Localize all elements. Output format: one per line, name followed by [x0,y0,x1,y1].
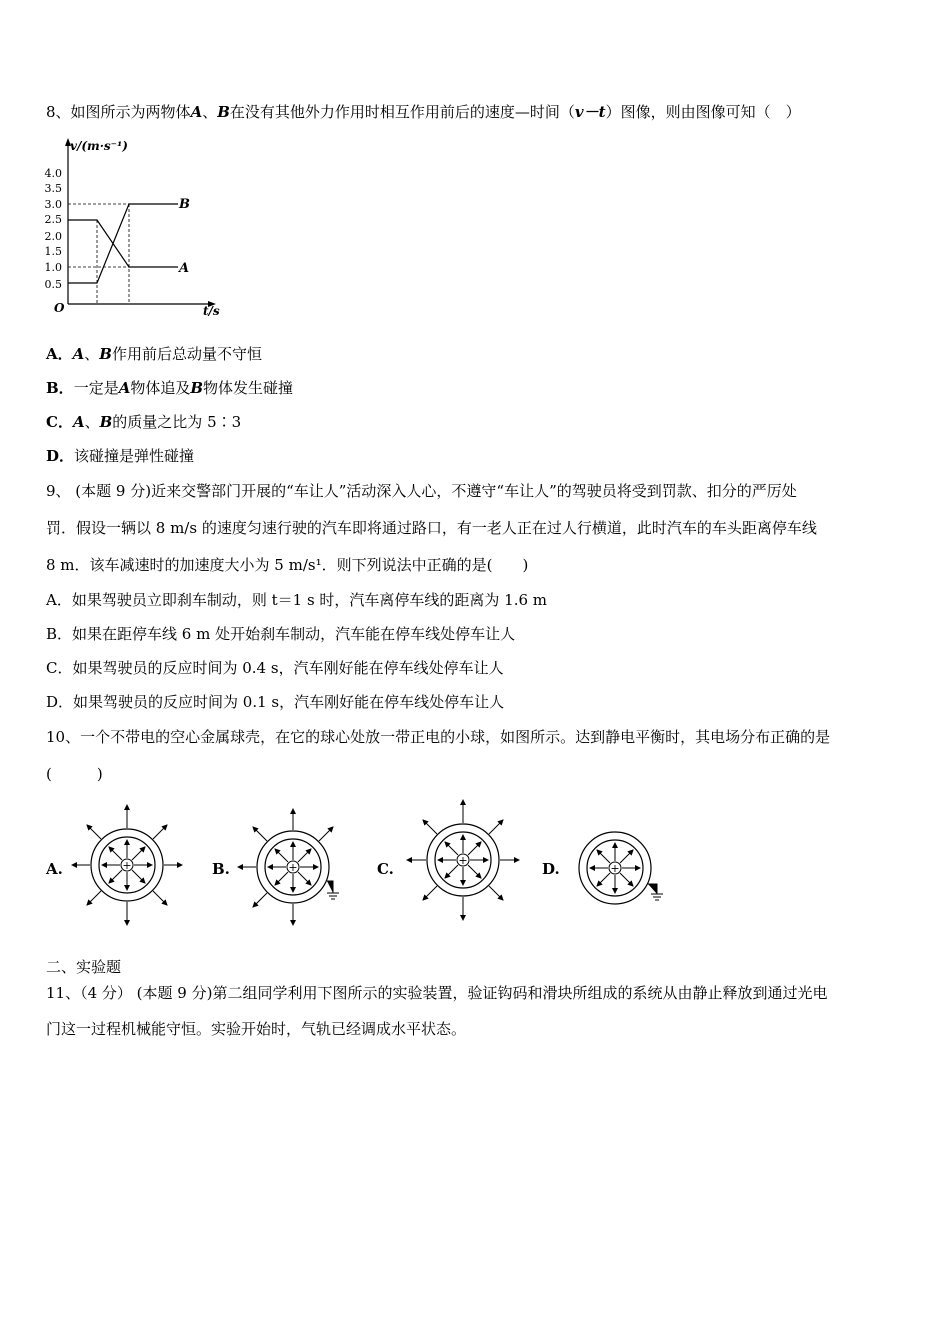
opt-key: B． [46,379,74,397]
q8-stem [46,102,801,122]
field-line [468,865,481,878]
field-line [253,827,267,841]
tick-4-0: 4.0 [44,167,62,180]
field-line [423,886,437,900]
field-line [298,872,311,885]
fig-b-label: B. [212,860,230,878]
field-line [489,886,503,900]
label-b: B [179,197,190,212]
field-line [597,850,610,863]
figure-b [238,809,339,925]
q9-line-1: 9、 (本题 9 分)近来交警部门开展的“车让人”活动深入人心，不遵守“车让人”的驾驶员将受到罚款、扣分的严厉处 [46,482,797,500]
q8-option-d [46,446,194,466]
field-line [489,820,503,834]
field-line [298,849,311,862]
q8-text-end: ）图像，则由图像可知（ ） [605,103,801,121]
field-line [153,825,167,839]
field-line [468,842,481,855]
q8-text-pre: 如图所示为两物体 [70,103,191,121]
opt-part: A [118,379,131,397]
fig-a-label: A. [46,860,63,878]
ground-symbol [648,884,663,900]
figure-c [407,800,519,920]
plus-sign: + [458,854,468,867]
field-line [597,873,610,886]
opt-key: D． [46,447,75,465]
field-line [109,847,122,860]
section-title: 二、实验题 [46,958,122,976]
field-line [445,865,458,878]
field-line [109,870,122,883]
q8-option-a [46,344,262,364]
line-b [68,204,178,283]
field-line [620,850,633,863]
x-axis-label: t/s [203,304,220,318]
opt-part: B [99,345,112,363]
q8-obj-b: B [217,103,230,121]
field-line [153,891,167,905]
fig-d-label: D. [542,860,560,878]
field-line [132,847,145,860]
opt-part: B [99,413,113,431]
vt-graph [40,132,240,322]
tick-1-5: 1.5 [44,245,62,258]
plus-sign: + [610,862,620,875]
q11-line-1: 11、（4 分） (本题 9 分)第二组同学利用下图所示的实验装置，验证钩码和滑块所组成的系统从由静止释放到通过光电 [46,984,828,1002]
fig-c-label: C. [377,860,394,878]
field-line [445,842,458,855]
label-a: A [179,261,190,276]
line-a [68,220,178,267]
q8-option-b [46,378,293,398]
opt-part: A [72,413,85,431]
field-line [275,872,288,885]
field-line [423,820,437,834]
field-line [87,825,101,839]
q9-line-3: 8 m．该车减速时的加速度大小为 5 m/s¹．则下列说法中正确的是( ) [46,556,529,574]
plus-sign: + [122,859,132,872]
q11-line-2: 门这一过程机械能守恒。实验开始时，气轨已经调成水平状态。 [46,1020,467,1038]
opt-text: 该碰撞是弹性碰撞 [74,447,195,465]
origin-label: O [54,301,65,315]
q9-line-2: 罚．假设一辆以 8 m/s 的速度匀速行驶的汽车即将通过路口，有一老人正在过人行横道，此时汽车的车头距离停车线 [46,519,817,537]
tick-3-5: 3.5 [44,182,62,195]
opt-part: 物体追及 [130,379,191,397]
q9-option-b: B．如果在距停车线 6 m 处开始刹车制动，汽车能在停车线处停车让人 [46,625,516,643]
figure-d [579,832,663,904]
q9-option-a: A．如果驾驶员立即刹车制动，则 t＝1 s 时，汽车离停车线的距离为 1.6 m [46,591,548,609]
tick-0-5: 0.5 [44,278,62,291]
opt-key: A． [46,345,73,363]
q8-vt: v－t [574,103,606,121]
y-axis-label: v/(m·s⁻¹) [70,139,128,153]
tick-2-5: 2.5 [44,213,62,226]
field-line [620,873,633,886]
q8-text-mid: 在没有其他外力作用时相互作用前后的速度—时间（ [229,103,575,121]
field-figures [0,795,950,935]
opt-part: 、 [84,345,100,363]
tick-1-0: 1.0 [44,261,62,274]
plus-sign: + [288,861,298,874]
opt-part: 、 [84,413,100,431]
tick-3-0: 3.0 [44,198,62,211]
opt-part: A [72,345,85,363]
opt-key: C． [46,413,73,431]
ground-symbol [327,881,339,899]
figure-a [72,805,182,925]
field-line [87,891,101,905]
opt-part: B [190,379,204,397]
field-line [319,827,333,841]
opt-part: 物体发生碰撞 [203,379,294,397]
opt-part: 作用前后总动量不守恒 [111,345,262,363]
q10-line-1: 10、一个不带电的空心金属球壳，在它的球心处放一带正电的小球，如图所示。达到静电平衡时，其电场分布正确的是 [46,728,831,746]
field-line [132,870,145,883]
q8-sep: 、 [202,103,218,121]
y-tick-labels [45,167,63,291]
q9-option-c: C．如果驾驶员的反应时间为 0.4 s，汽车刚好能在停车线处停车让人 [46,659,504,677]
q8-obj-a: A [190,103,203,121]
q8-number: 8、 [46,103,71,121]
q9-option-d: D．如果驾驶员的反应时间为 0.1 s，汽车刚好能在停车线处停车让人 [46,693,505,711]
tick-2-0: 2.0 [44,230,62,243]
opt-part: 的质量之比为 5∶3 [112,413,242,431]
field-line [275,849,288,862]
field-line [253,893,267,907]
q10-line-2: ( ) [46,765,103,783]
opt-part: 一定是 [73,379,119,397]
q8-option-c [46,412,241,432]
